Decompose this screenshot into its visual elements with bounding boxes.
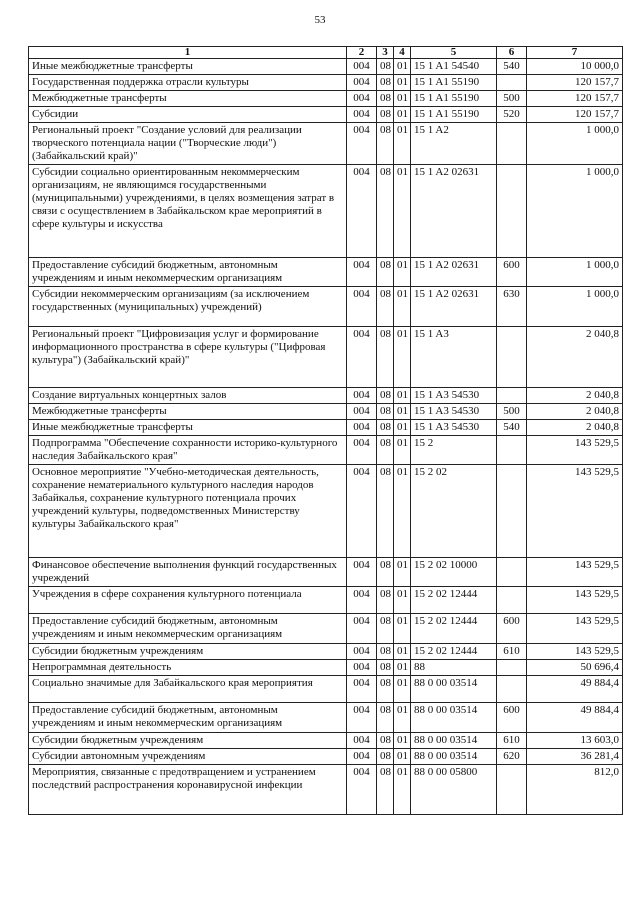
row-name-cell: Региональный проект "Создание условий для реализации творческого потенциала нации ("Творческие люди") (Забайкальский край)"	[29, 123, 347, 165]
row-sum-cell: 143 529,5	[527, 587, 623, 614]
row-vr-cell	[497, 388, 527, 404]
header-cell: 1	[29, 47, 347, 59]
row-vr-cell	[497, 123, 527, 165]
row-csr-cell: 15 2 02 10000	[411, 558, 497, 587]
row-csr-cell: 88 0 00 03514	[411, 749, 497, 765]
row-csr-cell: 15 1 A1 54540	[411, 59, 497, 75]
table-row	[29, 558, 623, 587]
row-vr-cell: 610	[497, 644, 527, 660]
row-rz-cell: 08	[377, 733, 394, 749]
row-name-cell: Основное мероприятие "Учебно-методическая деятельность, сохранение нематериального культурного наследия народов Забайкалья, сохранение культурного потенциала прочих учреждений культуры, подведомственных Министерству культуры Забайкальского края"	[29, 465, 347, 558]
row-sum-cell: 2 040,8	[527, 327, 623, 388]
row-csr-cell: 88	[411, 660, 497, 676]
table-row	[29, 91, 623, 107]
budget-table	[28, 46, 623, 815]
row-pr-cell: 01	[394, 388, 411, 404]
table-row	[29, 404, 623, 420]
row-sum-cell: 1 000,0	[527, 258, 623, 287]
row-ved-cell: 004	[347, 287, 377, 327]
row-sum-cell: 1 000,0	[527, 165, 623, 258]
row-name-cell: Субсидии некоммерческим организациям (за исключением государственных (муниципальных) учреждений)	[29, 287, 347, 327]
row-csr-cell: 15 2	[411, 436, 497, 465]
row-vr-cell: 610	[497, 733, 527, 749]
header-cell: 5	[411, 47, 497, 59]
row-csr-cell: 15 1 A2 02631	[411, 287, 497, 327]
row-pr-cell: 01	[394, 404, 411, 420]
row-name-cell: Предоставление субсидий бюджетным, автономным учреждениям и иным некоммерческим организациям	[29, 614, 347, 644]
row-name-cell: Межбюджетные трансферты	[29, 91, 347, 107]
row-vr-cell: 540	[497, 59, 527, 75]
row-ved-cell: 004	[347, 614, 377, 644]
row-vr-cell	[497, 165, 527, 258]
row-sum-cell: 143 529,5	[527, 644, 623, 660]
row-ved-cell: 004	[347, 258, 377, 287]
row-name-cell: Предоставление субсидий бюджетным, автономным учреждениям и иным некоммерческим организациям	[29, 703, 347, 733]
row-sum-cell: 49 884,4	[527, 703, 623, 733]
table-row	[29, 107, 623, 123]
row-vr-cell	[497, 75, 527, 91]
row-rz-cell: 08	[377, 258, 394, 287]
table-row	[29, 436, 623, 465]
row-sum-cell: 2 040,8	[527, 388, 623, 404]
row-vr-cell: 620	[497, 749, 527, 765]
row-pr-cell: 01	[394, 614, 411, 644]
page-number: 53	[314, 14, 326, 26]
row-rz-cell: 08	[377, 644, 394, 660]
table-row	[29, 703, 623, 733]
row-sum-cell: 50 696,4	[527, 660, 623, 676]
row-csr-cell: 88 0 00 03514	[411, 703, 497, 733]
row-rz-cell: 08	[377, 676, 394, 703]
row-vr-cell	[497, 436, 527, 465]
table-row	[29, 733, 623, 749]
row-csr-cell: 15 1 A1 55190	[411, 107, 497, 123]
row-csr-cell: 88 0 00 05800	[411, 765, 497, 815]
row-name-cell: Субсидии	[29, 107, 347, 123]
row-ved-cell: 004	[347, 327, 377, 388]
row-sum-cell: 120 157,7	[527, 91, 623, 107]
row-ved-cell: 004	[347, 749, 377, 765]
row-ved-cell: 004	[347, 644, 377, 660]
row-sum-cell: 13 603,0	[527, 733, 623, 749]
row-rz-cell: 08	[377, 420, 394, 436]
row-pr-cell: 01	[394, 165, 411, 258]
row-ved-cell: 004	[347, 91, 377, 107]
row-name-cell: Субсидии социально ориентированным некоммерческим организациям, не являющимся государственными (муниципальными) учреждениями, в целях возмещения затрат в связи с осуществлением в Забайкальском крае мероприятий в сфере культуры и искусства	[29, 165, 347, 258]
row-rz-cell: 08	[377, 123, 394, 165]
row-vr-cell: 540	[497, 420, 527, 436]
row-name-cell: Иные межбюджетные трансферты	[29, 59, 347, 75]
row-sum-cell: 143 529,5	[527, 465, 623, 558]
row-pr-cell: 01	[394, 733, 411, 749]
row-rz-cell: 08	[377, 465, 394, 558]
header-cell: 7	[527, 47, 623, 59]
row-rz-cell: 08	[377, 404, 394, 420]
row-sum-cell: 1 000,0	[527, 287, 623, 327]
row-pr-cell: 01	[394, 287, 411, 327]
header-cell: 3	[377, 47, 394, 59]
row-sum-cell: 120 157,7	[527, 107, 623, 123]
row-vr-cell: 600	[497, 258, 527, 287]
row-rz-cell: 08	[377, 614, 394, 644]
row-rz-cell: 08	[377, 703, 394, 733]
row-ved-cell: 004	[347, 123, 377, 165]
table-row	[29, 165, 623, 258]
row-ved-cell: 004	[347, 404, 377, 420]
row-vr-cell	[497, 465, 527, 558]
table-row	[29, 59, 623, 75]
row-name-cell: Предоставление субсидий бюджетным, автономным учреждениям и иным некоммерческим организациям	[29, 258, 347, 287]
row-name-cell: Учреждения в сфере сохранения культурного потенциала	[29, 587, 347, 614]
row-sum-cell: 1 000,0	[527, 123, 623, 165]
row-ved-cell: 004	[347, 733, 377, 749]
row-rz-cell: 08	[377, 765, 394, 815]
row-csr-cell: 15 2 02 12444	[411, 644, 497, 660]
row-pr-cell: 01	[394, 91, 411, 107]
row-ved-cell: 004	[347, 587, 377, 614]
row-name-cell: Создание виртуальных концертных залов	[29, 388, 347, 404]
row-pr-cell: 01	[394, 123, 411, 165]
table-row	[29, 660, 623, 676]
row-rz-cell: 08	[377, 327, 394, 388]
row-name-cell: Иные межбюджетные трансферты	[29, 420, 347, 436]
row-rz-cell: 08	[377, 436, 394, 465]
row-sum-cell: 812,0	[527, 765, 623, 815]
row-rz-cell: 08	[377, 660, 394, 676]
row-vr-cell	[497, 558, 527, 587]
row-pr-cell: 01	[394, 644, 411, 660]
row-name-cell: Социально значимые для Забайкальского края мероприятия	[29, 676, 347, 703]
row-rz-cell: 08	[377, 165, 394, 258]
row-ved-cell: 004	[347, 660, 377, 676]
row-sum-cell: 2 040,8	[527, 420, 623, 436]
row-ved-cell: 004	[347, 703, 377, 733]
row-ved-cell: 004	[347, 558, 377, 587]
row-vr-cell: 630	[497, 287, 527, 327]
row-name-cell: Региональный проект "Цифровизация услуг и формирование информационного пространства в сфере культуры ("Цифровая культура") (Забайкальский край)"	[29, 327, 347, 388]
row-pr-cell: 01	[394, 660, 411, 676]
row-csr-cell: 88 0 00 03514	[411, 676, 497, 703]
row-name-cell: Субсидии автономным учреждениям	[29, 749, 347, 765]
row-vr-cell	[497, 327, 527, 388]
row-name-cell: Государственная поддержка отрасли культуры	[29, 75, 347, 91]
row-rz-cell: 08	[377, 587, 394, 614]
row-ved-cell: 004	[347, 420, 377, 436]
table-row	[29, 388, 623, 404]
table-row	[29, 75, 623, 91]
row-ved-cell: 004	[347, 75, 377, 91]
row-name-cell: Межбюджетные трансферты	[29, 404, 347, 420]
row-csr-cell: 15 2 02	[411, 465, 497, 558]
row-sum-cell: 143 529,5	[527, 614, 623, 644]
row-name-cell: Непрограммная деятельность	[29, 660, 347, 676]
table-row	[29, 676, 623, 703]
row-pr-cell: 01	[394, 703, 411, 733]
table-row	[29, 587, 623, 614]
table-row	[29, 123, 623, 165]
row-csr-cell: 15 1 A1 55190	[411, 75, 497, 91]
row-rz-cell: 08	[377, 107, 394, 123]
row-sum-cell: 143 529,5	[527, 436, 623, 465]
row-csr-cell: 15 2 02 12444	[411, 587, 497, 614]
row-ved-cell: 004	[347, 107, 377, 123]
row-name-cell: Финансовое обеспечение выполнения функций государственных учреждений	[29, 558, 347, 587]
table-row	[29, 327, 623, 388]
table-row	[29, 420, 623, 436]
row-csr-cell: 15 1 A2	[411, 123, 497, 165]
row-rz-cell: 08	[377, 75, 394, 91]
header-cell: 4	[394, 47, 411, 59]
row-csr-cell: 15 2 02 12444	[411, 614, 497, 644]
row-pr-cell: 01	[394, 59, 411, 75]
row-csr-cell: 15 1 A3 54530	[411, 420, 497, 436]
row-name-cell: Мероприятия, связанные с предотвращением и устранением последствий распространения коронавирусной инфекции	[29, 765, 347, 815]
row-sum-cell: 36 281,4	[527, 749, 623, 765]
row-ved-cell: 004	[347, 388, 377, 404]
row-vr-cell	[497, 676, 527, 703]
row-vr-cell	[497, 660, 527, 676]
row-rz-cell: 08	[377, 558, 394, 587]
row-name-cell: Субсидии бюджетным учреждениям	[29, 644, 347, 660]
header-row	[29, 47, 623, 59]
header-cell: 2	[347, 47, 377, 59]
row-vr-cell: 520	[497, 107, 527, 123]
row-vr-cell	[497, 765, 527, 815]
row-csr-cell: 15 1 A3	[411, 327, 497, 388]
row-csr-cell: 15 1 A3 54530	[411, 388, 497, 404]
row-vr-cell: 500	[497, 91, 527, 107]
row-rz-cell: 08	[377, 388, 394, 404]
row-csr-cell: 15 1 A3 54530	[411, 404, 497, 420]
row-pr-cell: 01	[394, 75, 411, 91]
row-name-cell: Субсидии бюджетным учреждениям	[29, 733, 347, 749]
row-ved-cell: 004	[347, 436, 377, 465]
row-vr-cell: 500	[497, 404, 527, 420]
row-sum-cell: 49 884,4	[527, 676, 623, 703]
table-row	[29, 644, 623, 660]
row-csr-cell: 15 1 A2 02631	[411, 165, 497, 258]
row-pr-cell: 01	[394, 587, 411, 614]
row-ved-cell: 004	[347, 765, 377, 815]
row-vr-cell: 600	[497, 614, 527, 644]
row-ved-cell: 004	[347, 59, 377, 75]
row-ved-cell: 004	[347, 676, 377, 703]
table-row	[29, 765, 623, 815]
row-rz-cell: 08	[377, 749, 394, 765]
row-vr-cell: 600	[497, 703, 527, 733]
row-pr-cell: 01	[394, 749, 411, 765]
row-pr-cell: 01	[394, 765, 411, 815]
row-pr-cell: 01	[394, 107, 411, 123]
row-pr-cell: 01	[394, 420, 411, 436]
row-pr-cell: 01	[394, 327, 411, 388]
row-pr-cell: 01	[394, 436, 411, 465]
row-ved-cell: 004	[347, 165, 377, 258]
row-csr-cell: 15 1 A1 55190	[411, 91, 497, 107]
row-pr-cell: 01	[394, 465, 411, 558]
row-sum-cell: 2 040,8	[527, 404, 623, 420]
row-pr-cell: 01	[394, 258, 411, 287]
row-rz-cell: 08	[377, 59, 394, 75]
row-sum-cell: 10 000,0	[527, 59, 623, 75]
row-pr-cell: 01	[394, 558, 411, 587]
row-ved-cell: 004	[347, 465, 377, 558]
row-name-cell: Подпрограмма "Обеспечение сохранности историко-культурного наследия Забайкальского края"	[29, 436, 347, 465]
row-rz-cell: 08	[377, 91, 394, 107]
row-csr-cell: 15 1 A2 02631	[411, 258, 497, 287]
row-rz-cell: 08	[377, 287, 394, 327]
table-row	[29, 258, 623, 287]
header-cell: 6	[497, 47, 527, 59]
table-row	[29, 287, 623, 327]
row-sum-cell: 120 157,7	[527, 75, 623, 91]
row-sum-cell: 143 529,5	[527, 558, 623, 587]
row-vr-cell	[497, 587, 527, 614]
row-csr-cell: 88 0 00 03514	[411, 733, 497, 749]
row-pr-cell: 01	[394, 676, 411, 703]
table-row	[29, 749, 623, 765]
table-row	[29, 614, 623, 644]
table-row	[29, 465, 623, 558]
